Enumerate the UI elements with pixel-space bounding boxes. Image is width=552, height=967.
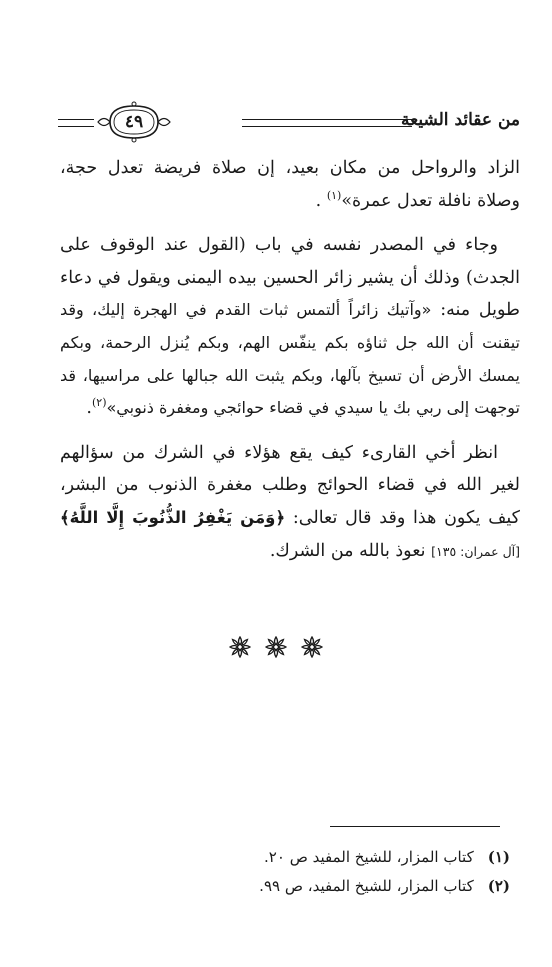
flower-ornament-icon	[301, 636, 323, 658]
footnote-divider	[330, 826, 500, 827]
prayer-quote: «وآتيك زائراً ألتمس ثبات القدم في الهجرة إليك، وقد تيقنت أن الله جل ثناؤه بكم ينفّس الهم، وبكم يُنزل الرحمة، وبكم يمسك الأرض أن تسيخ بآلها، وبكم يثبت الله جبالها على مراسيها، قد توجهت إلى ربي بك يا سيدي في قضاء حوائجي ومغفرة ذنوبي»	[60, 300, 520, 418]
paragraph-1	[60, 152, 520, 217]
page-number: ٤٩	[124, 112, 144, 132]
surah-reference: [آل عمران: ١٣٥]	[431, 543, 520, 559]
flower-ornament-icon	[265, 636, 287, 658]
page-number-badge	[96, 100, 172, 144]
paragraph-2-intro: وجاء في المصدر نفسه في باب (القول عند الوقوف على الجدث) وذلك أن يشير زائر الحسين بيده اليمنى ويقول في دعاء طويل منه:	[60, 235, 520, 321]
quran-verse: ﴿وَمَن يَغْفِرُ الذُّنُوبَ إِلَّا اللَّهُ﴾	[60, 507, 286, 527]
book-title: من عقائد الشيعة	[401, 110, 520, 130]
footnote-1	[50, 843, 510, 872]
paragraph-3-text: انظر أخي القارىء كيف يقع هؤلاء في الشرك من سؤالهم لغير الله في قضاء الحوائج وطلب مغفرة الذنوب من البشر، كيف يكون هذا وقد قال تعالى:	[60, 442, 520, 528]
footnote-number: (١)	[487, 848, 510, 866]
footnote-ref-1: (١)	[326, 188, 342, 202]
header-rule-right	[242, 119, 412, 127]
running-header	[58, 100, 520, 144]
header-rule-left	[58, 119, 94, 127]
footnotes	[50, 843, 510, 901]
paragraph-1-tail: .	[315, 190, 322, 211]
footnote-2	[50, 872, 510, 901]
section-ornaments	[0, 636, 552, 660]
paragraph-3-tail: نعوذ بالله من الشرك.	[269, 540, 426, 561]
paragraph-2-tail: .	[86, 398, 92, 419]
paragraph-3	[60, 437, 520, 568]
footnote-text: كتاب المزار، للشيخ المفيد، ص ٩٩.	[259, 877, 474, 895]
footnote-number: (٢)	[487, 877, 510, 895]
body-text	[60, 152, 520, 580]
footnote-text: كتاب المزار، للشيخ المفيد ص ٢٠.	[264, 848, 474, 866]
flower-ornament-icon	[229, 636, 251, 658]
paragraph-2	[60, 229, 520, 425]
footnote-ref-2: (٢)	[91, 396, 107, 410]
paragraph-1-text: الزاد والرواحل من مكان بعيد، إن صلاة فريضة تعدل حجة، وصلاة نافلة تعدل عمرة»	[60, 158, 520, 211]
